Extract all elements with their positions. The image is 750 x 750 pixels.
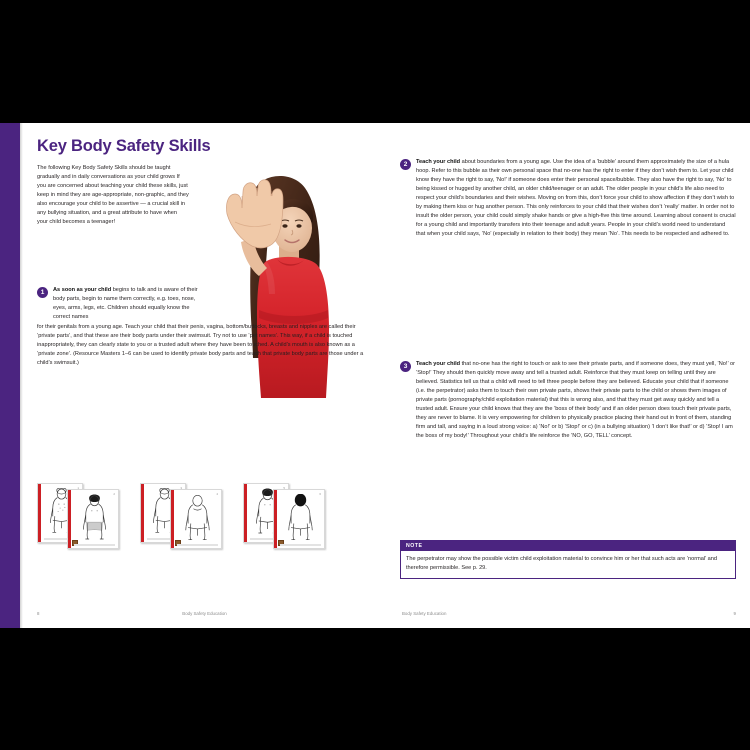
list-item-2 bbox=[400, 158, 736, 239]
card-spine bbox=[38, 484, 41, 542]
card-number: 3 bbox=[180, 485, 182, 490]
item-3-text bbox=[416, 360, 736, 441]
note-callout-box bbox=[400, 540, 736, 579]
item-number-badge: 2 bbox=[400, 159, 411, 170]
intro-paragraph: The following Key Body Safety Skills should be taught gradually and in daily conversations as your child grows If you are concerned about teaching your child these skills, just keep in mind they are age-appropriate, non-graphic, and they also encourage your child to be assertive — a crucial skill in any bullying situation, and a great attribute to have when your child becomes a teenager! bbox=[37, 165, 189, 226]
right-page-number: 9 bbox=[733, 611, 736, 616]
left-page-footer bbox=[37, 611, 372, 619]
card-spine bbox=[171, 490, 174, 548]
item-1-text-narrow bbox=[53, 286, 205, 322]
card-number: 5 bbox=[283, 485, 285, 490]
card-pair-1 bbox=[37, 481, 140, 549]
item-3-lead: Teach your child bbox=[416, 361, 461, 367]
card-number: 2 bbox=[113, 491, 115, 496]
book-spine bbox=[0, 123, 20, 628]
item-1-lead: As soon as your child bbox=[53, 287, 112, 293]
left-page bbox=[23, 123, 386, 628]
book-spread bbox=[0, 123, 750, 628]
note-text: The perpetrator may show the possible victim child exploitation material to convince him or her that such acts are ‘normal’ and therefore permissible. See p. 29. bbox=[406, 556, 718, 572]
resource-card[interactable] bbox=[170, 489, 222, 549]
right-footer-book-title: Body Safety Education bbox=[402, 611, 447, 616]
note-heading: NOTE bbox=[401, 541, 735, 551]
card-caption-rule bbox=[280, 544, 321, 546]
card-pair-2 bbox=[140, 481, 243, 549]
item-2-text bbox=[416, 158, 736, 239]
item-3-body: that no-one has the right to touch or ask to see their private parts, and if someone does, they must yell, ‘No!’ or ‘Stop!’ They should then quickly move away and tell a trusted adult. Reinforce that they must keep on telling until they are believed. Statistics tell us that a child will need to tell three people before they are believed. Educate your child that if someone (i.e. the perpetrator) asks them to touch their own private parts, shows their private parts to the child or shows them images of private parts (pornography/child exploitation material) that this is wrong also, and that they must get away quickly and tell a trusted adult. Ensure your child knows that they are the ‘boss of their body’ and if an older person does touch their private parts, they are never to blame. It is very empowering for children to physically practice placing their hand out in front of them, standing firm and tall, and saying in a loud strong voice: a) ‘No!’ or b) ‘Stop!’ or c) (in a bullying situation) ‘I don’t like that!’ or d) ‘Stop! I am the boss of my body!’ Throughout your child’s life reinforce the ‘NO, GO, TELL’ concept. bbox=[416, 361, 736, 440]
page-title: Key Body Safety Skills bbox=[37, 137, 211, 155]
card-number: 6 bbox=[319, 491, 321, 496]
left-page-number: 8 bbox=[37, 611, 40, 616]
item-number-badge: 1 bbox=[37, 287, 48, 298]
card-caption-rule bbox=[74, 544, 115, 546]
list-item-3 bbox=[400, 360, 736, 441]
card-spine bbox=[141, 484, 144, 542]
right-page-footer bbox=[400, 611, 736, 619]
body-outline-figure bbox=[279, 491, 322, 541]
card-caption-rule bbox=[177, 544, 218, 546]
body-outline-figure bbox=[176, 491, 219, 541]
right-page bbox=[386, 123, 750, 628]
item-number-badge: 3 bbox=[400, 361, 411, 372]
item-2-body: about boundaries from a young age. Use the idea of a ‘bubble’ around them approximately the size of a hula hoop. Refer to this bubble as their own personal space that no-one has the right to enter if they don’t wish them to. Let your child know they have the right to say, ‘No!’ if someone does enter their personal space/bubble. They also have the right to say, ‘No’ to being kissed or hugged by another child, an older child/teenager or an adult. The older people in your child’s life also need to respect your child’s boundaries and their wishes. Moving on from this, don’t force your child to show affection if they don’t wish to by making them kiss or hug another person. This only reinforces to your child that their wishes don’t ‘really’ matter. In order not to insult the older person, your child could simply shake hands or give a high-five this time around. Learning about consent is crucial for a young child and importantly transfers into their teenage and adult years. People in your child’s world need to understand that when your child says, ‘No’ (especially in relation to their body) they mean ‘No’. This needs to be respected and adhered to. bbox=[416, 159, 736, 238]
card-spine bbox=[274, 490, 277, 548]
list-item-1 bbox=[37, 286, 373, 368]
left-footer-book-title: Body Safety Education bbox=[182, 611, 227, 616]
card-pair-3 bbox=[243, 481, 346, 549]
card-number: 1 bbox=[77, 485, 79, 490]
card-number: 4 bbox=[216, 491, 218, 496]
item-1-text-full: for their genitals from a young age. Teach your child that their penis, vagina, bottom/buttocks, breasts and nipples are called their ‘private parts’, and that these are their body parts under their swimsuit. Try not to use ‘pet names’. This way, if a child is touched inappropriately, they can clearly state to you or a trusted adult where they have been touched. A child’s mouth is also known as a ‘private zone’. (Resource Masters 1–6 can be used to identify private body parts and teach that private body parts are those under a child’s swimsuit.) bbox=[37, 324, 364, 367]
item-1-body-narrow: begins to talk and is aware of their body parts, begin to name them correctly, e.g. toes, nose, eyes, arms, legs, etc. Children should equally know the correct names bbox=[53, 287, 198, 321]
body-outline-figure bbox=[73, 491, 116, 541]
item-2-lead: Teach your child bbox=[416, 159, 461, 165]
resource-card[interactable] bbox=[67, 489, 119, 549]
resource-master-cards bbox=[37, 481, 377, 549]
card-spine bbox=[68, 490, 71, 548]
resource-card[interactable] bbox=[273, 489, 325, 549]
card-spine bbox=[244, 484, 247, 542]
